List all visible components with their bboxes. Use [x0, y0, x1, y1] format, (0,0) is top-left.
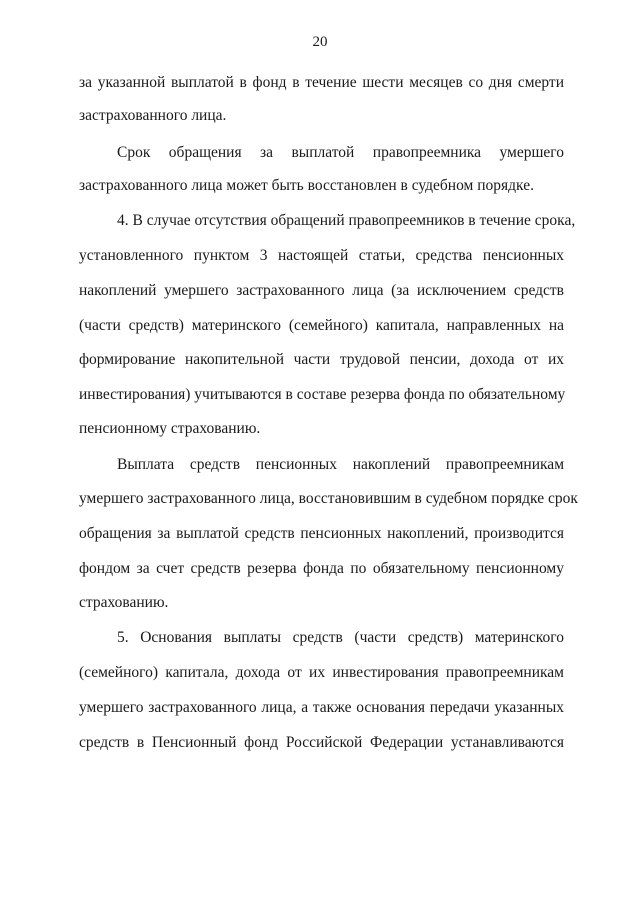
text-line: (части средств) материнского (семейного) капитала, направленных на: [79, 317, 564, 334]
text-line: формирование накопительной части трудовой пенсии, дохода от их: [79, 351, 564, 368]
text-line: 4. В случае отсутствия обращений правопреемников в течение срока,: [117, 212, 576, 229]
text-line: умершего застрахованного лица, восстановившим в судебном порядке срок: [79, 490, 578, 507]
text-line: накоплений умершего застрахованного лица (за исключением средств: [79, 282, 564, 299]
text-line: фондом за счет средств резерва фонда по обязательному пенсионному: [79, 560, 564, 577]
text-line: застрахованного лица может быть восстановлен в судебном порядке.: [79, 177, 534, 194]
text-line: установленного пунктом 3 настоящей статьи, средства пенсионных: [79, 247, 564, 264]
text-line: Срок обращения за выплатой правопреемника умершего: [117, 144, 564, 161]
text-line: страхованию.: [79, 594, 169, 611]
text-line: пенсионному страхованию.: [79, 420, 261, 437]
text-line: 5. Основания выплаты средств (части средств) материнского: [117, 629, 564, 646]
text-line: застрахованного лица.: [79, 107, 227, 124]
text-line: за указанной выплатой в фонд в течение шести месяцев со дня смерти: [79, 74, 564, 91]
text-line: инвестирования) учитываются в составе резерва фонда по обязательному: [79, 386, 566, 403]
text-line: средств в Пенсионный фонд Российской Федерации устанавливаются: [79, 734, 564, 751]
text-line: Выплата средств пенсионных накоплений правопреемникам: [117, 456, 564, 473]
page-number: 20: [312, 34, 328, 50]
text-line: обращения за выплатой средств пенсионных накоплений, производится: [79, 525, 564, 542]
text-line: (семейного) капитала, дохода от их инвестирования правопреемникам: [79, 664, 564, 681]
text-line: умершего застрахованного лица, а также основания передачи указанных: [79, 699, 564, 716]
